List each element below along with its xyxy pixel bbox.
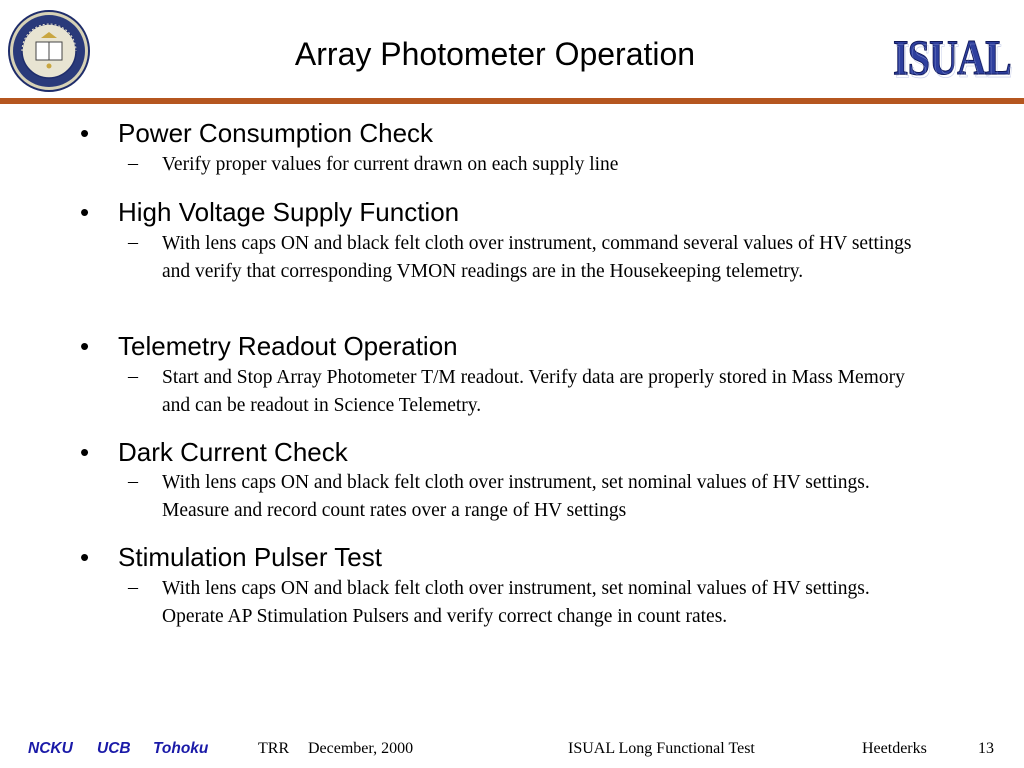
footer-doc-title: ISUAL Long Functional Test: [568, 740, 755, 757]
page-number: 13: [978, 740, 994, 757]
svg-text:ISUAL: ISUAL: [893, 29, 1011, 85]
sub-bullet-text: Verify proper values for current drawn on each supply line: [162, 154, 619, 175]
bullet-marker: •: [80, 197, 90, 227]
footer-org-ucb: UCB: [97, 740, 131, 757]
bullet-heading: Stimulation Pulser Test: [118, 542, 382, 572]
footer-trr: TRR: [258, 740, 290, 757]
footer-org-ncku: NCKU: [28, 740, 73, 757]
svg-text:ISUAL: ISUAL: [895, 32, 1013, 86]
sub-bullet-marker: –: [128, 470, 138, 492]
footer-date: December, 2000: [308, 740, 414, 757]
header-divider: [0, 98, 1024, 104]
footer-author: Heetderks: [862, 740, 927, 757]
bullet-heading: High Voltage Supply Function: [118, 197, 460, 227]
sub-bullet-marker: –: [128, 152, 138, 174]
bullet-marker: •: [80, 437, 90, 467]
sub-bullet-text: With lens caps ON and black felt cloth over instrument, set nominal values of HV settings. Operate AP Stimulation Pulsers and verify correct change in count rates.: [162, 578, 870, 627]
isual-logo: [890, 28, 1014, 86]
slide-title: Array Photometer Operation: [294, 36, 696, 72]
sub-bullet-marker: –: [128, 231, 138, 253]
sub-bullet-marker: –: [128, 365, 138, 387]
slide-footer: [0, 740, 1024, 762]
bullet-heading: Power Consumption Check: [118, 118, 434, 148]
footer-org-tohoku: Tohoku: [153, 740, 209, 757]
bullet-heading: Dark Current Check: [118, 437, 348, 467]
bullet-marker: •: [80, 331, 90, 361]
bullet-heading: Telemetry Readout Operation: [118, 331, 458, 361]
sub-bullet-text: With lens caps ON and black felt cloth over instrument, set nominal values of HV settings. Measure and record count rates over a range of HV settings: [162, 472, 870, 521]
sub-bullet-text: With lens caps ON and black felt cloth over instrument, command several values of HV settings and verify that corresponding VMON readings are in the Housekeeping telemetry.: [162, 233, 912, 282]
bullet-marker: •: [80, 118, 90, 148]
sub-bullet-text: Start and Stop Array Photometer T/M readout. Verify data are properly stored in Mass Memory and can be readout in Science Telemetry.: [162, 367, 905, 416]
bullet-marker: •: [80, 542, 90, 572]
sub-bullet-marker: –: [128, 576, 138, 598]
